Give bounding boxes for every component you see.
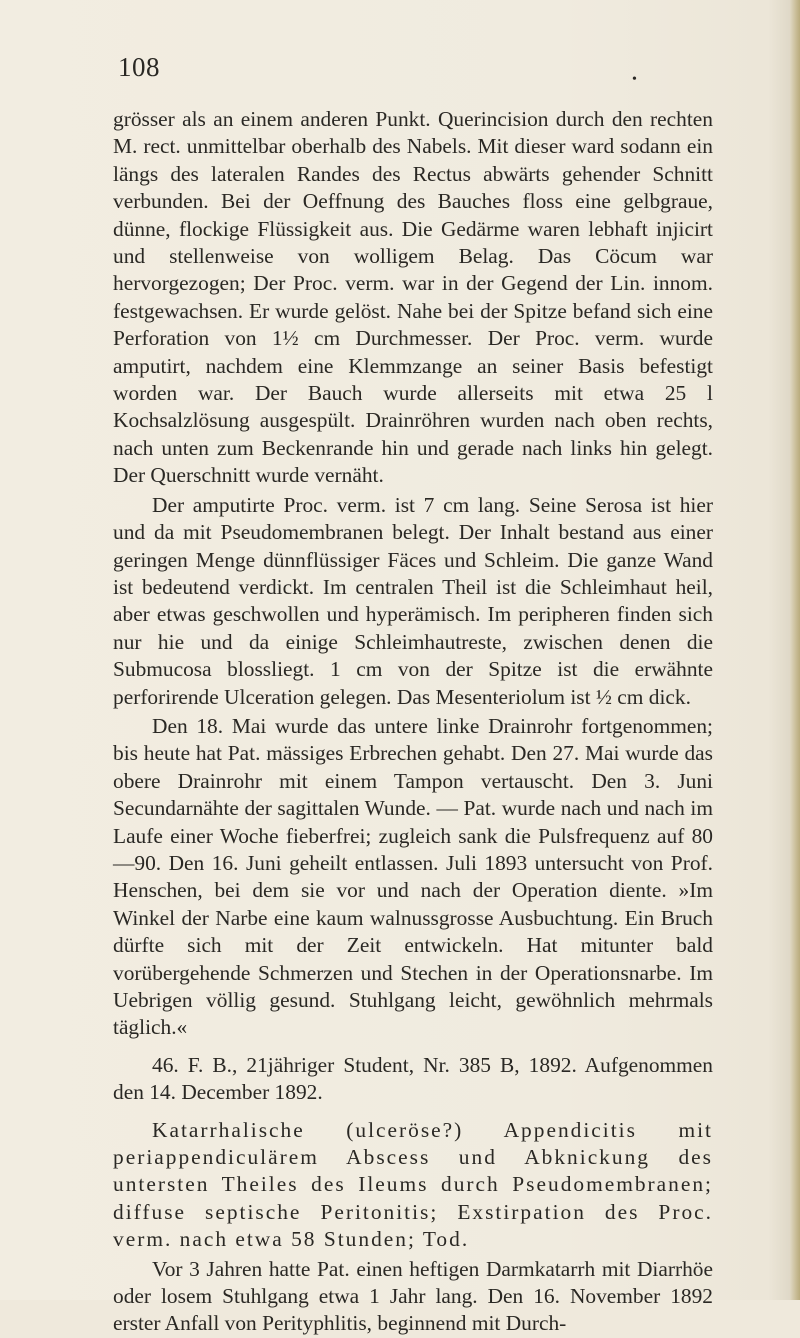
case-header: 46. F. B., 21jähriger Student, Nr. 385 B, 1892. Aufgenommen den 14. December 1892. [113, 1052, 713, 1105]
paragraph: Der amputirte Proc. verm. ist 7 cm lang. Seine Serosa ist hier und da mit Pseudomembranen belegt. Der Inhalt bestand aus einer geringen Menge dünnflüssiger Fäces und Schleim. Die ganze Wand ist bedeutend verdickt. Im centralen Theil ist die Schleimhaut heil, aber etwas geschwollen und hyperämisch. Im peripheren finden sich nur hie und da einige Schleimhautreste, zwischen denen die Submucosa blossliegt. 1 cm von der Spitze ist die erwähnte perforirende Ulceration gelegen. Das Mesenteriolum ist ½ cm dick. [113, 492, 713, 709]
paragraph: Vor 3 Jahren hatte Pat. einen heftigen Darmkatarrh mit Diarrhöe oder losem Stuhlgang etwa 1 Jahr lang. Den 16. November 1892 erster Anfall von Perityphlitis, beginnend mit Durch- [113, 1256, 713, 1336]
case-diagnosis: Katarrhalische (ulceröse?) Appendicitis mit periappendiculärem Abscess und Abknickung des untersten Theiles des Ileums durch Pseudomembranen; diffuse septische Peritonitis; Exstirpation des Proc. verm. nach etwa 58 Stunden; Tod. [113, 1117, 713, 1252]
body-text [113, 106, 713, 1338]
stray-mark: • [632, 72, 637, 87]
paragraph: grösser als an einem anderen Punkt. Querincision durch den rechten M. rect. unmittelbar oberhalb des Nabels. Mit dieser ward sodann ein längs des lateralen Randes des Rectus abwärts gehender Schnitt verbunden. Bei der Oeffnung des Bauches floss eine gelbgraue, dünne, flockige Flüssigkeit aus. Die Gedärme waren lebhaft injicirt und stellenweise von wolligem Belag. Das Cöcum war hervorgezogen; Der Proc. verm. war in der Gegend der Lin. innom. festgewachsen. Er wurde gelöst. Nahe bei der Spitze befand sich eine Perforation von 1½ cm Durchmesser. Der Proc. verm. wurde amputirt, nachdem eine Klemmzange an seiner Basis befestigt worden war. Der Bauch wurde allerseits mit etwa 25 l Kochsalzlösung ausgespült. Drainröhren wurden nach oben rechts, nach unten zum Beckenrande hin und gerade nach links hin gelegt. Der Querschnitt wurde vernäht. [113, 107, 713, 488]
page-edge [790, 0, 800, 1300]
paragraph: Den 18. Mai wurde das untere linke Drainrohr fortgenommen; bis heute hat Pat. mässiges Erbrechen gehabt. Den 27. Mai wurde das obere Drainrohr mit einem Tampon vertauscht. Den 3. Juni Secundarnähte der sagittalen Wunde. — Pat. wurde nach und nach im Laufe einer Woche fieberfrei; zugleich sank die Pulsfrequenz auf 80—90. Den 16. Juni geheilt entlassen. Juli 1893 untersucht von Prof. Henschen, bei dem sie vor und nach der Operation diente. »Im Winkel der Narbe eine kaum walnussgrosse Ausbuchtung. Ein Bruch dürfte sich mit der Zeit entwickeln. Hat mitunter bald vorübergehende Schmerzen und Stechen in der Operationsnarbe. Im Uebrigen völlig gesund. Stuhlgang leicht, gewöhnlich mehrmals täglich.« [113, 713, 713, 1040]
page-number: 108 [118, 52, 160, 82]
